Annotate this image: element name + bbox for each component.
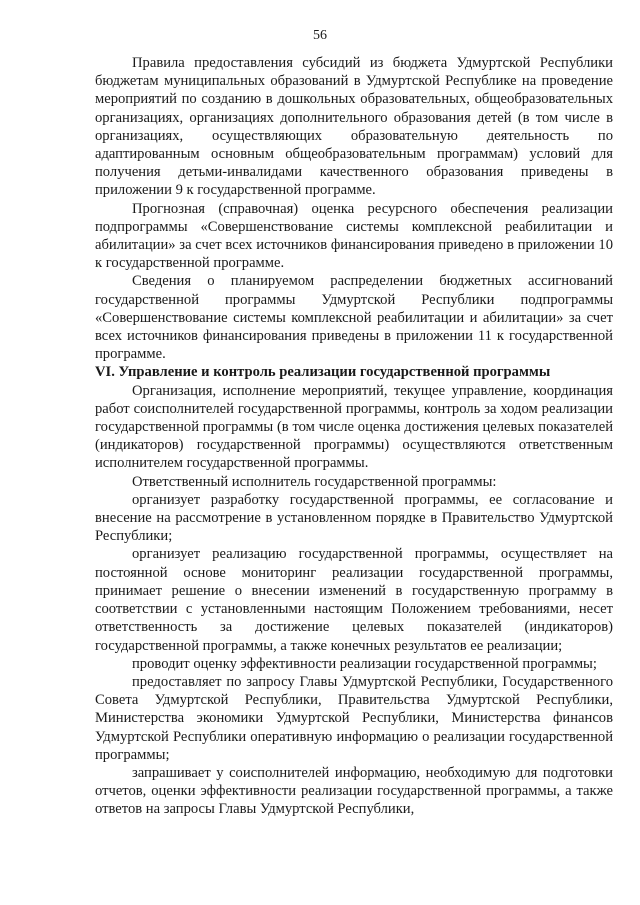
paragraph-efficiency-assessment: проводит оценку эффективности реализации государственной программы; [132, 655, 597, 672]
paragraph-provides-information: предоставляет по запросу Главы Удмуртской Республики, Государственного Совета Удмуртской Республики, Правительства Удмуртской Республики, Министерства экономики Удмуртской Республики, Министерства финансов Удмуртской Республики оперативную информацию о реализации государственной программы; [95, 673, 613, 763]
paragraph-organizes-development: организует разработку государственной программы, ее согласование и внесение на рассмотрение в установленном порядке в Правительство Удмуртской Республики; [95, 491, 613, 545]
paragraph-responsible-executor: Ответственный исполнитель государственной программы: [132, 473, 497, 490]
section-heading: VI. Управление и контроль реализации государственной программы [95, 364, 551, 381]
paragraph-subsidy-rules: Правила предоставления субсидий из бюджета Удмуртской Республики бюджетам муниципальных образований в Удмуртской Республике на проведение мероприятий по созданию в дошкольных образовательных, общеобразовательных организациях, организациях дополнительного образования детей (в том числе в организациях, осуществляющих образовательную деятельность по адаптированным основным общеобразовательным программам) условий для получения детьми-инвалидами качественного образования приведены в приложении 9 к государственной программе. [95, 55, 613, 199]
paragraph-organization: Организация, исполнение мероприятий, текущее управление, координация работ соисполнителей государственной программы, контроль за ходом реализации государственной программы (в том числе оценка достижения целевых показателей (индикаторов) государственной программы) осуществляются ответственным исполнителем государственной программы. [95, 382, 613, 472]
page-number: 56 [313, 28, 327, 43]
document-body [95, 54, 613, 819]
paragraph-organizes-implementation: организует реализацию государственной программы, осуществляет на постоянной основе мониторинг реализации государственной программы, принимает решение о внесении изменений в государственную программу в соответствии с установленными настоящим Положением требованиями, несет ответственность за достижение целевых показателей (индикаторов) государственной программы, а также конечных результатов ее реализации; [95, 546, 613, 654]
paragraph-requests-information: запрашивает у соисполнителей информацию, необходимую для подготовки отчетов, оценки эффективности реализации государственной программы, а также ответов на запросы Главы Удмуртской Республики, [95, 764, 613, 818]
paragraph-resource-estimate: Прогнозная (справочная) оценка ресурсного обеспечения реализации подпрограммы «Совершенствование системы комплексной реабилитации и абилитации» за счет всех источников финансирования приведено в приложении 10 к государственной программе. [95, 200, 613, 272]
paragraph-budget-allocation: Сведения о планируемом распределении бюджетных ассигнований государственной программы Удмуртской Республики подпрограммы «Совершенствование системы комплексной реабилитации и абилитации» за счет всех источников финансирования приведены в приложении 11 к государственной программе. [95, 273, 613, 363]
